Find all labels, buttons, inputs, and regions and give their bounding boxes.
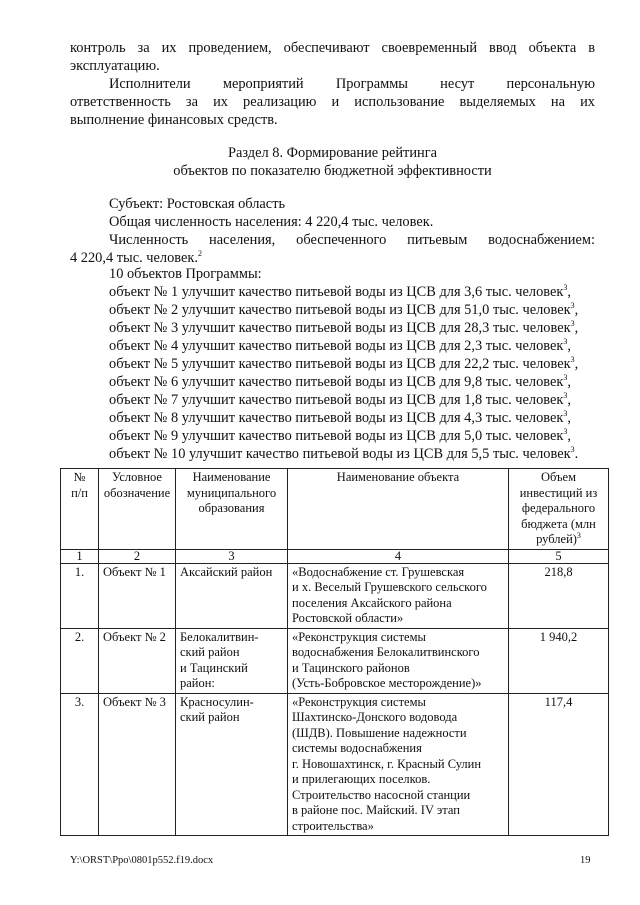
objects-count: 10 объектов Программы:	[109, 266, 262, 282]
column-number: 3	[176, 549, 288, 563]
table-header-row	[61, 469, 609, 550]
object-line: объект № 9 улучшит качество питьевой воды из ЦСВ для 5,0 тыс. человек$^3$,	[109, 427, 571, 444]
object-line: объект № 4 улучшит качество питьевой воды из ЦСВ для 2,3 тыс. человек$^3$,	[109, 337, 571, 354]
column-number: 2	[99, 549, 176, 563]
supplied-line-1: Численность населения, обеспеченного питьевым водоснабжением:	[109, 232, 595, 248]
intro-line-4: ответственность за их реализацию и использование выделяемых на их	[70, 94, 595, 110]
section-title: Раздел 8. Формирование рейтинга	[227, 145, 438, 161]
table-row	[61, 628, 609, 693]
table-row	[61, 693, 609, 836]
row-object-name: «Реконструкция системы Шахтинско-Донского водовода (ШДВ). Повышение надежности системы водоснабжения г. Новошахтинск, г. Красный Сулин и прилегающих поселков. Строительство насосной станции в районе пос. Майский. IV этап строительства»	[288, 693, 509, 836]
population-line: Общая численность населения: 4 220,4 тыс. человек.	[109, 214, 434, 230]
header-object-name: Наименование объекта	[288, 469, 509, 550]
supplied-line-2: 4 220,4 тыс. человек.$^2$	[70, 249, 202, 266]
row-num: 1.	[61, 563, 99, 628]
header-investment: Объем инвестиций из федерального бюджета (млн рублей)$^3$	[509, 469, 609, 550]
object-line: объект № 2 улучшит качество питьевой воды из ЦСВ для 51,0 тыс. человек$^3$,	[109, 301, 579, 318]
header-municipality: Наименование муниципального образования	[176, 469, 288, 550]
row-municipality: Красносулин- ский район	[176, 693, 288, 836]
intro-line-3: Исполнители мероприятий Программы несут персональную	[109, 76, 595, 92]
subject-line: Субъект: Ростовская область	[109, 196, 286, 212]
section-subtitle: объектов по показателю бюджетной эффективности	[173, 163, 492, 179]
row-investment: 1 940,2	[509, 628, 609, 693]
row-investment: 117,4	[509, 693, 609, 836]
header-num: № п/п	[61, 469, 99, 550]
row-designation: Объект № 1	[99, 563, 176, 628]
table-row	[61, 563, 609, 628]
object-line: объект № 3 улучшит качество питьевой воды из ЦСВ для 28,3 тыс. человек$^3$,	[109, 319, 579, 336]
row-municipality: Аксайский район	[176, 563, 288, 628]
object-line: объект № 10 улучшит качество питьевой воды из ЦСВ для 5,5 тыс. человек$^3$.	[109, 445, 579, 462]
row-num: 2.	[61, 628, 99, 693]
row-designation: Объект № 2	[99, 628, 176, 693]
column-number: 5	[509, 549, 609, 563]
object-line: объект № 1 улучшит качество питьевой воды из ЦСВ для 3,6 тыс. человек$^3$,	[109, 283, 571, 300]
row-object-name: «Реконструкция системы водоснабжения Белокалитвинского и Тацинского районов (Усть-Бобровское месторождение)»	[288, 628, 509, 693]
object-line: объект № 5 улучшит качество питьевой воды из ЦСВ для 22,2 тыс. человек$^3$,	[109, 355, 579, 372]
object-line: объект № 6 улучшит качество питьевой воды из ЦСВ для 9,8 тыс. человек$^3$,	[109, 373, 571, 390]
intro-line-1: контроль за их проведением, обеспечивают своевременный ввод объекта в	[70, 40, 595, 56]
page-number: 19	[580, 855, 591, 866]
header-designation: Условное обозначение	[99, 469, 176, 550]
row-designation: Объект № 3	[99, 693, 176, 836]
row-object-name: «Водоснабжение ст. Грушевская и х. Веселый Грушевского сельского поселения Аксайского района Ростовской области»	[288, 563, 509, 628]
intro-line-5: выполнение финансовых средств.	[70, 112, 278, 128]
column-number-row	[61, 549, 609, 563]
footer-file-path: Y:\ORST\Ppo\0801p552.f19.docx	[70, 855, 214, 866]
row-investment: 218,8	[509, 563, 609, 628]
intro-line-2: эксплуатацию.	[70, 58, 160, 74]
objects-table	[60, 468, 609, 836]
row-municipality: Белокалитвин- ский район и Тацинский район:	[176, 628, 288, 693]
object-line: объект № 8 улучшит качество питьевой воды из ЦСВ для 4,3 тыс. человек$^3$,	[109, 409, 571, 426]
object-line: объект № 7 улучшит качество питьевой воды из ЦСВ для 1,8 тыс. человек$^3$,	[109, 391, 571, 408]
column-number: 4	[288, 549, 509, 563]
column-number: 1	[61, 549, 99, 563]
row-num: 3.	[61, 693, 99, 836]
